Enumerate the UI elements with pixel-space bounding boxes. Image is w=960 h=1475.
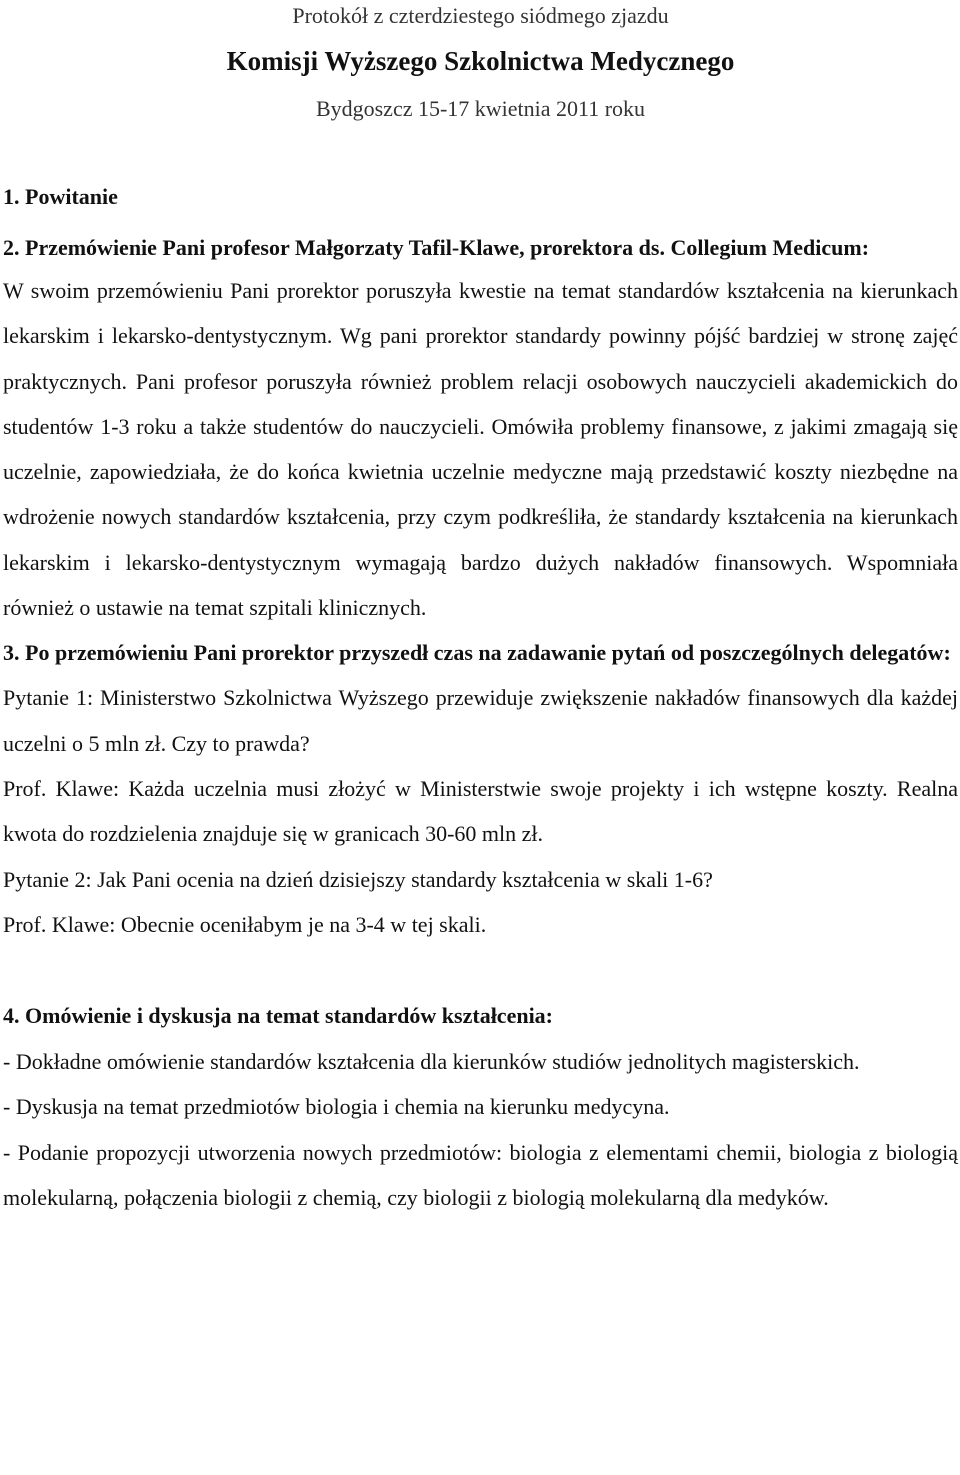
question-2: Pytanie 2: Jak Pani ocenia na dzień dzisiejszy standardy kształcenia w skali 1-6? (3, 866, 713, 892)
section-3-heading: 3. Po przemówieniu Pani prorektor przyszedł czas na zadawanie pytań od poszczególnych delegatów: (3, 640, 951, 666)
header-place-date: Bydgoszcz 15-17 kwietnia 2011 roku (315, 96, 646, 121)
question-1: Pytanie 1: Ministerstwo Szkolnictwa Wyższego przewiduje zwiększenie nakładów finansowych dla każdej uczelni o 5 mln zł. Czy to prawda? (3, 685, 958, 756)
section-4-heading: 4. Omówienie i dyskusja na temat standardów kształcenia: (3, 1003, 554, 1029)
section-2-heading: 2. Przemówienie Pani profesor Małgorzaty Tafil-Klawe, prorektora ds. Collegium Medicum: (3, 235, 870, 260)
answer-2: Prof. Klawe: Obecnie oceniłabym je na 3-4 w tej skali. (3, 911, 487, 937)
document-title: Komisji Wyższego Szkolnictwa Medycznego (226, 46, 735, 76)
section-2-body: W swoim przemówieniu Pani prorektor poruszyła kwestie na temat standardów kształcenia na kierunkach lekarskim i lekarsko-dentystycznym. Wg pani prorektor standardy powinny pójść bardziej w stronę zajęć praktycznych. Pani profesor poruszyła również problem relacji osobowych nauczycieli akademickich do studentów 1-3 roku a także studentów do nauczycieli. Omówiła problemy finansowe, z jakimi zmagają się uczelnie, zapowiedziała, że do końca kwietnia uczelnie medyczne mają przedstawić koszty niezbędne na wdrożenie nowych standardów kształcenia, przy czym podkreśliła, że standardy kształcenia na kierunkach lekarskim i lekarsko-dentystycznym wymagają bardzo dużych nakładów finansowych. Wspomniała również o ustawie na temat szpitali klinicznych. (3, 278, 958, 621)
spacer (3, 947, 958, 993)
answer-1: Prof. Klawe: Każda uczelnia musi złożyć w Ministerstwie swoje projekty i ich wstępne koszty. Realna kwota do rozdzielenia znajduje się w granicach 30-60 mln zł. (3, 775, 958, 847)
section-4-item-3: - Podanie propozycji utworzenia nowych przedmiotów: biologia z elementami chemii, biologia z biologią molekularną, połączenia biologii z chemią, czy biologii z biologią molekularną dla medyków. (3, 1139, 958, 1211)
section-4-item-2: - Dyskusja na temat przedmiotów biologia i chemia na kierunku medycyna. (3, 1094, 670, 1120)
section-4-item-1: - Dokładne omówienie standardów kształcenia dla kierunków studiów jednolitych magisterskich. (3, 1049, 860, 1075)
header-line-1: Protokół z czterdziestego siódmego zjazdu (292, 3, 669, 28)
section-1-heading: 1. Powitanie (3, 184, 118, 209)
